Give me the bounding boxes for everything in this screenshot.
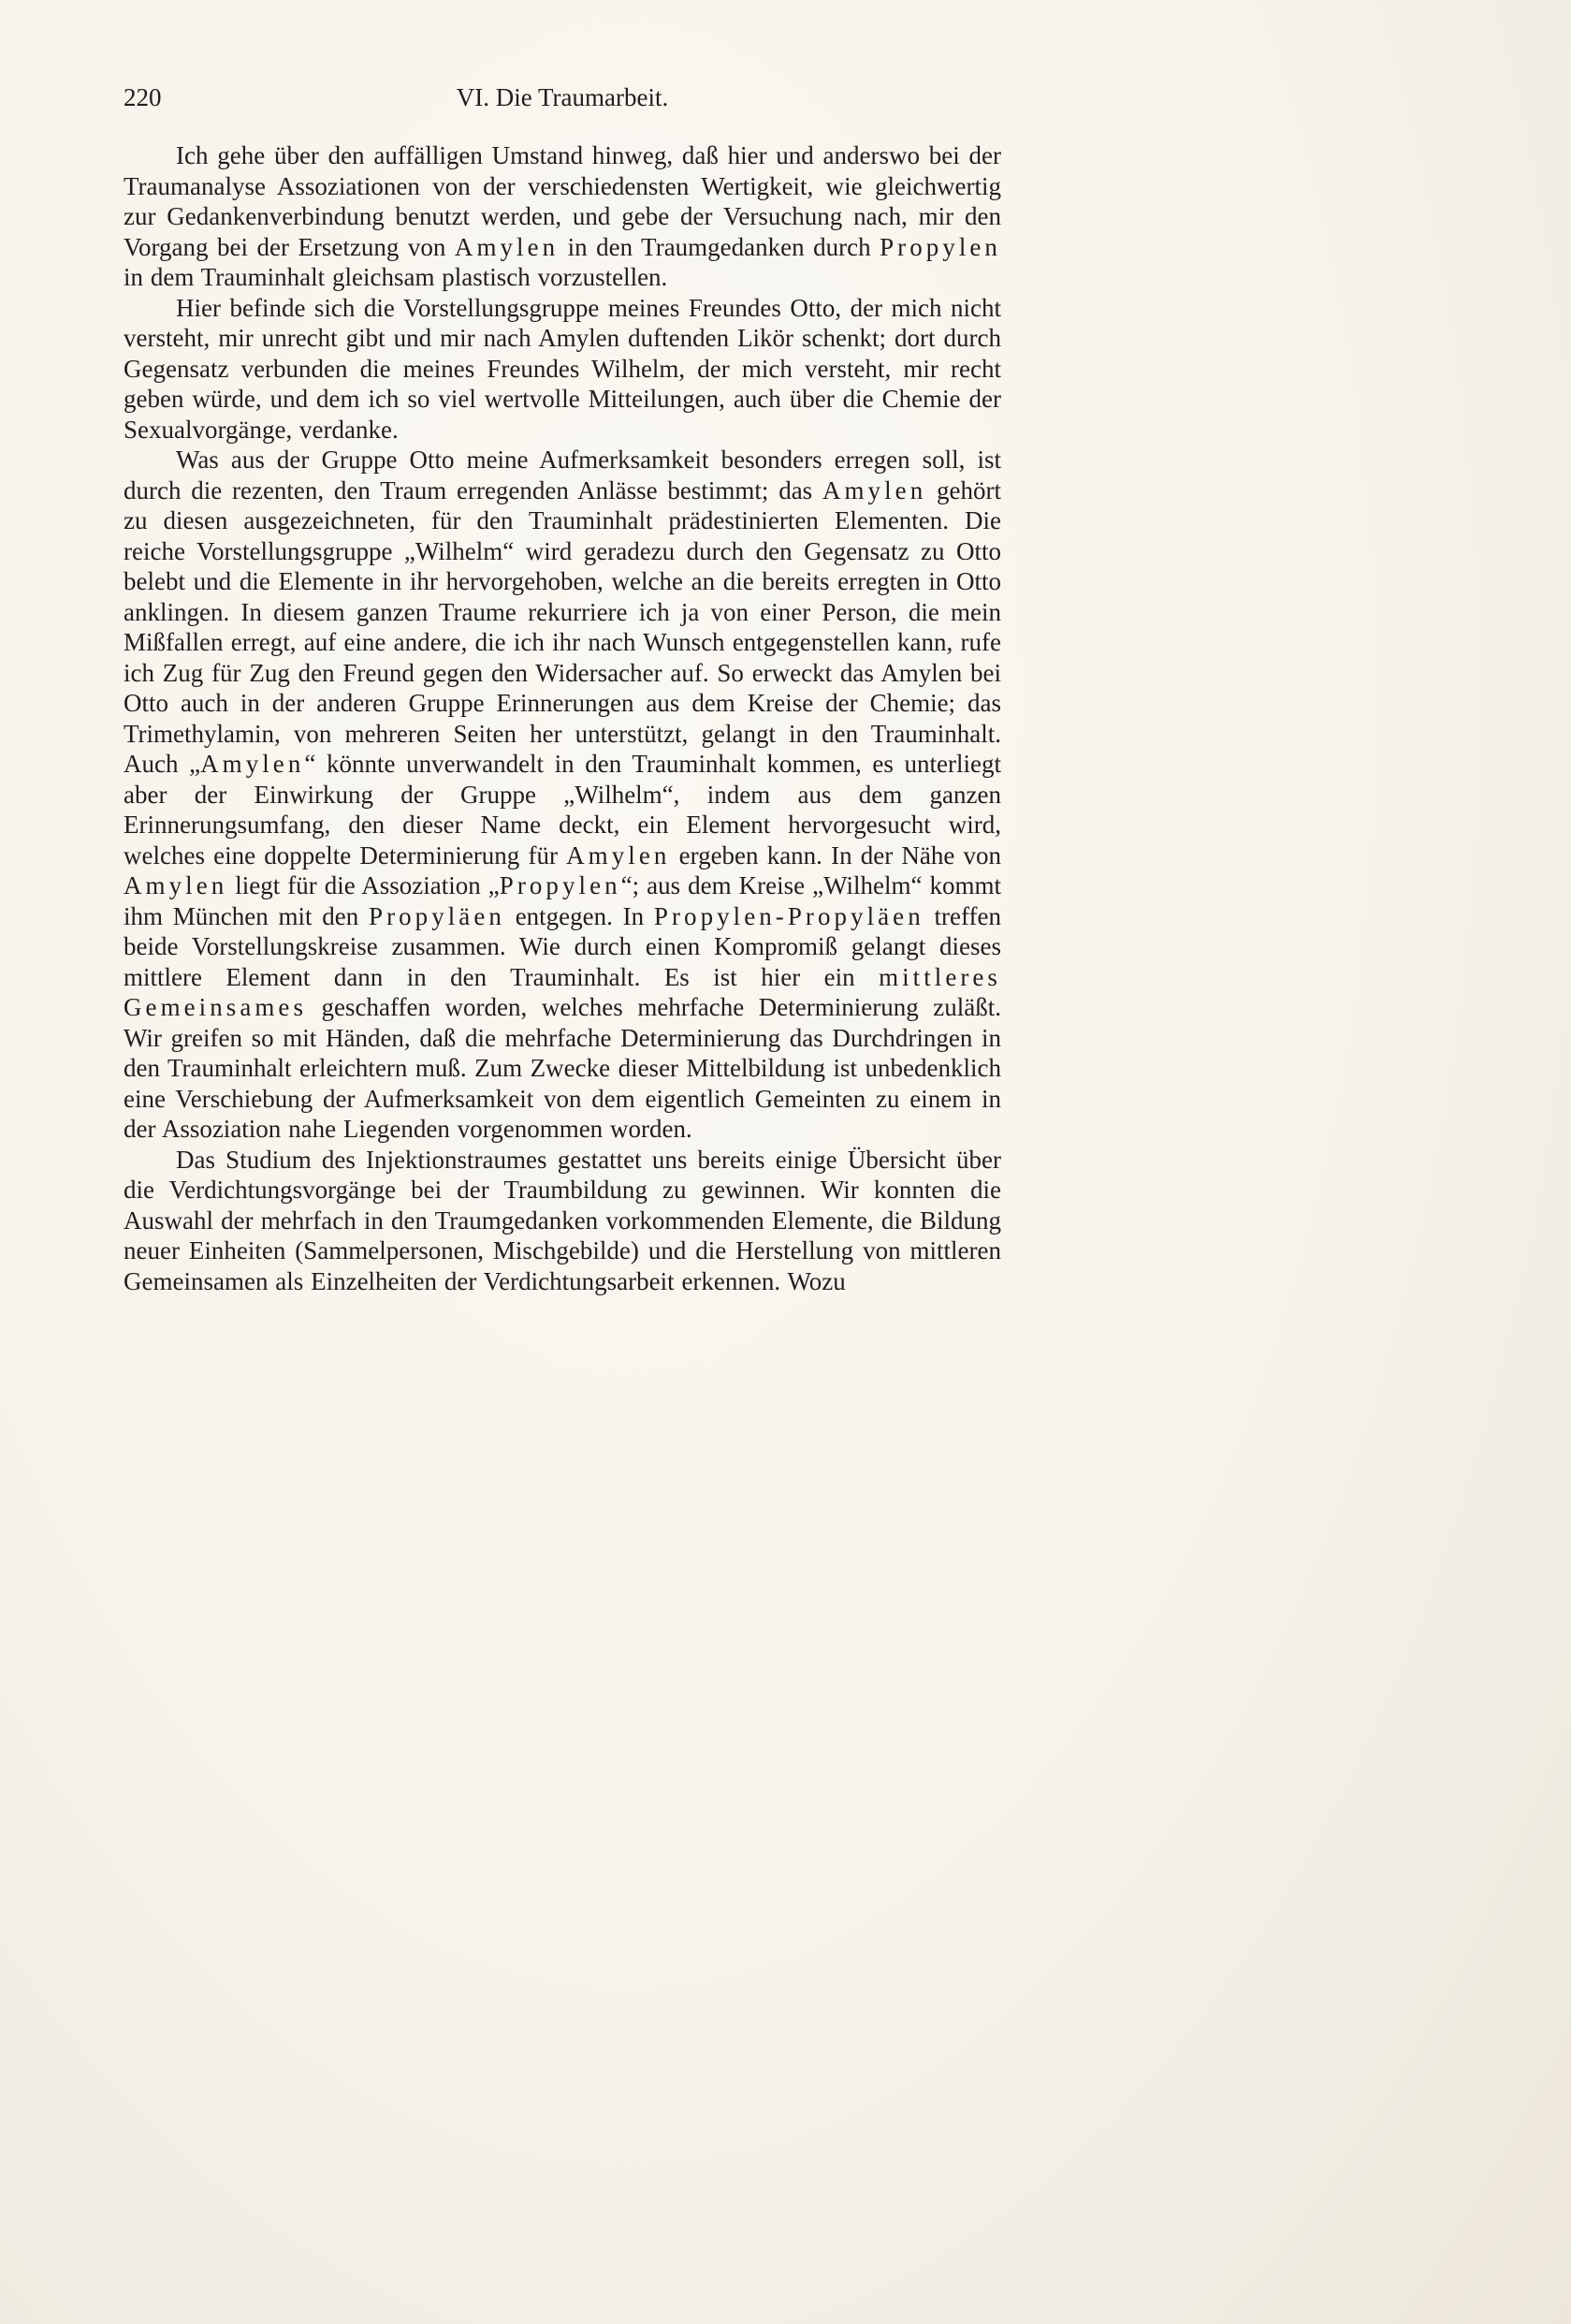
letterspaced-term: Amylen (454, 232, 560, 261)
text-run: “; aus dem Kreise „Wilhelm“ kommt ihm München mit den (124, 871, 1001, 930)
letterspaced-term: Amylen (124, 871, 228, 899)
text-run: in den Traumgedanken durch (559, 232, 880, 261)
letterspaced-term: Propylen (880, 232, 1001, 261)
text-run: Das Studium des Injektionstraumes gestattet uns bereits einige Übersicht über die Verdichtungsvorgänge bei der Traumbildung zu gewinnen. Wir konnten die Auswahl der mehrfach in den Traumgedanken vorkommenden Elemente, die Bildung neuer Einheiten (Sammelpersonen, Mischgebilde) und die Herstellung von mittleren Gemeinsamen als Einzelheiten der Verdichtungsarbeit erkennen. Wozu (124, 1145, 1001, 1295)
text-run: treffen beide Vorstellungskreise zusammen. Wie durch einen Kompromiß gelangt dieses mittlere Element dann in den Trauminhalt. Es ist hier ein (124, 901, 1001, 991)
paragraph (124, 1145, 1001, 1297)
text-run: “ könnte unverwandelt in den Trauminhalt kommen, es unterliegt aber der Einwirkung der Gruppe „Wilhelm“, indem aus dem ganzen Erinnerungsumfang, den dieser Name deckt, ein Element hervorgesucht wird, welches eine doppelte Determinierung für (124, 750, 1001, 870)
letterspaced-term: Propylen (499, 871, 621, 899)
body-text (124, 140, 1001, 1296)
letterspaced-term: Amylen (566, 840, 671, 870)
text-run: Hier befinde sich die Vorstellungsgruppe meines Freundes Otto, der mich nicht versteht, mir unrecht gibt und mir nach Amylen duftenden Likör schenkt; dort durch Gegensatz verbunden die meines Freundes Wilhelm, der mich versteht, mir recht geben würde, und dem ich so viel wertvolle Mitteilungen, auch über die Chemie der Sexualvorgänge, verdanke. (124, 293, 1001, 444)
running-title: VI. Die Traumarbeit. (456, 83, 669, 111)
page-number: 220 (124, 83, 162, 111)
letterspaced-term: Propyläen (369, 901, 505, 930)
letterspaced-term: Propylen-Propyläen (653, 901, 924, 930)
text-run: Was aus der Gruppe Otto meine Aufmerksamkeit besonders erregen soll, ist durch die rezenten, den Traum erregenden Anlässe bestimmt; das (124, 446, 1001, 504)
text-block (124, 82, 1001, 1296)
text-run: gehört zu diesen ausgezeichneten, für den Trauminhalt prädestinierten Elementen. Die reiche Vorstellungsgruppe „Wilhelm“ wird geradezu durch den Gegensatz zu Otto belebt und die Elemente in ihr hervorgehoben, welche an die bereits erregten in Otto anklingen. In diesem ganzen Traume rekurriere ich ja von einer Person, die mein Mißfallen erregt, auf eine andere, die ich ihr nach Wunsch entgegenstellen kann, rufe ich Zug für Zug den Freund gegen den Widersacher auf. So erweckt das Amylen bei Otto auch in der anderen Gruppe Erinnerungen aus dem Kreise der Chemie; das Trimethylamin, von mehreren Seiten her unterstützt, gelangt in den Trauminhalt. Auch „ (124, 475, 1001, 778)
paragraph (124, 293, 1001, 446)
text-run: liegt für die Assoziation „ (227, 871, 500, 899)
letterspaced-term: mittleres Gemeinsames (124, 962, 1001, 1021)
running-head (124, 82, 1001, 116)
paragraph (124, 445, 1001, 1145)
letterspaced-term: Amylen (200, 750, 305, 778)
text-run: geschaffen worden, welches mehrfache Determinierung zuläßt. Wir greifen so mit Händen, daß die mehrfache Determinierung das Durchdringen in den Trauminhalt erleichtern muß. Zum Zwecke dieser Mittelbildung ist unbedenklich eine Verschiebung der Aufmerksamkeit von dem eigentlich Gemeinten zu einem in der Assoziation nahe Liegenden vorgenommen worden. (124, 993, 1001, 1143)
text-run: entgegen. In (504, 901, 654, 930)
text-run: Ich gehe über den auffälligen Umstand hinweg, daß hier und anderswo bei der Traumanalyse Assoziationen von der verschiedensten Wertigkeit, wie gleichwertig zur Gedankenverbindung benutzt werden, und gebe der Versuchung nach, mir den Vorgang bei der Ersetzung von (124, 141, 1001, 261)
text-run: ergeben kann. In der Nähe von (670, 840, 1001, 870)
text-run: in dem Trauminhalt gleichsam plastisch vorzustellen. (124, 263, 668, 291)
letterspaced-term: Amylen (822, 475, 927, 504)
paragraph (124, 140, 1001, 293)
